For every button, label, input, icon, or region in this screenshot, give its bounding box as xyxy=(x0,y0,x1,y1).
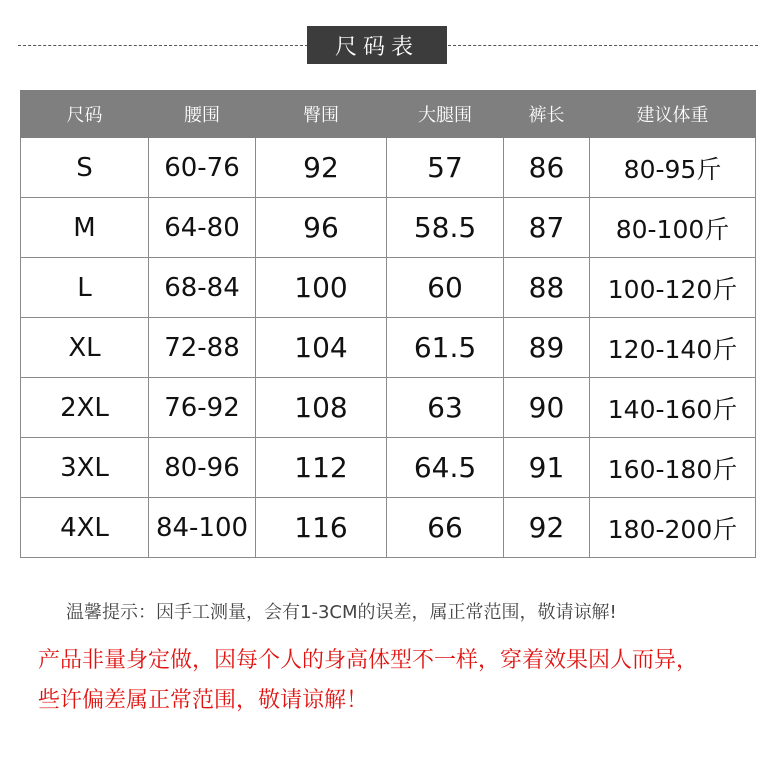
header-size: 尺码 xyxy=(21,91,149,138)
cell-thigh: 57 xyxy=(387,138,504,198)
title-divider-left xyxy=(18,45,308,46)
cell-size: M xyxy=(21,198,149,258)
header-hip: 臀围 xyxy=(256,91,387,138)
measurement-note: 温馨提示：因手工测量，会有1-3CM的误差，属正常范围，敬请谅解! xyxy=(66,602,617,623)
warning-text-line-2: 些许偏差属正常范围，敬请谅解！ xyxy=(38,688,369,713)
cell-weight: 140-160斤 xyxy=(590,378,756,438)
cell-thigh: 66 xyxy=(387,498,504,558)
cell-weight: 180-200斤 xyxy=(590,498,756,558)
cell-length: 89 xyxy=(504,318,590,378)
table-row xyxy=(21,138,756,198)
cell-thigh: 61.5 xyxy=(387,318,504,378)
cell-thigh: 63 xyxy=(387,378,504,438)
title-divider-right xyxy=(448,45,758,46)
page-title: 尺码表 xyxy=(307,26,447,64)
cell-waist: 64-80 xyxy=(149,198,256,258)
cell-waist: 76-92 xyxy=(149,378,256,438)
cell-thigh: 64.5 xyxy=(387,438,504,498)
header-thigh: 大腿围 xyxy=(387,91,504,138)
warning-text-line-1: 产品非量身定做，因每个人的身高体型不一样，穿着效果因人而异， xyxy=(38,648,699,673)
table-header-row xyxy=(21,91,756,138)
cell-weight: 80-100斤 xyxy=(590,198,756,258)
cell-size: XL xyxy=(21,318,149,378)
title-row xyxy=(0,26,777,66)
header-weight: 建议体重 xyxy=(590,91,756,138)
cell-hip: 108 xyxy=(256,378,387,438)
size-table xyxy=(20,90,756,558)
cell-hip: 104 xyxy=(256,318,387,378)
table-row xyxy=(21,198,756,258)
header-length: 裤长 xyxy=(504,91,590,138)
table-row xyxy=(21,498,756,558)
cell-length: 87 xyxy=(504,198,590,258)
cell-length: 92 xyxy=(504,498,590,558)
cell-weight: 100-120斤 xyxy=(590,258,756,318)
cell-length: 91 xyxy=(504,438,590,498)
cell-length: 86 xyxy=(504,138,590,198)
cell-thigh: 60 xyxy=(387,258,504,318)
cell-hip: 96 xyxy=(256,198,387,258)
header-waist: 腰围 xyxy=(149,91,256,138)
cell-size: 4XL xyxy=(21,498,149,558)
cell-thigh: 58.5 xyxy=(387,198,504,258)
cell-size: 2XL xyxy=(21,378,149,438)
table-row xyxy=(21,438,756,498)
cell-waist: 84-100 xyxy=(149,498,256,558)
cell-size: 3XL xyxy=(21,438,149,498)
table-row xyxy=(21,318,756,378)
cell-hip: 112 xyxy=(256,438,387,498)
cell-hip: 100 xyxy=(256,258,387,318)
cell-length: 88 xyxy=(504,258,590,318)
table-row xyxy=(21,258,756,318)
cell-weight: 160-180斤 xyxy=(590,438,756,498)
cell-waist: 80-96 xyxy=(149,438,256,498)
cell-hip: 116 xyxy=(256,498,387,558)
cell-weight: 80-95斤 xyxy=(590,138,756,198)
cell-size: S xyxy=(21,138,149,198)
cell-hip: 92 xyxy=(256,138,387,198)
cell-size: L xyxy=(21,258,149,318)
cell-waist: 72-88 xyxy=(149,318,256,378)
cell-waist: 60-76 xyxy=(149,138,256,198)
table-row xyxy=(21,378,756,438)
cell-length: 90 xyxy=(504,378,590,438)
cell-weight: 120-140斤 xyxy=(590,318,756,378)
cell-waist: 68-84 xyxy=(149,258,256,318)
